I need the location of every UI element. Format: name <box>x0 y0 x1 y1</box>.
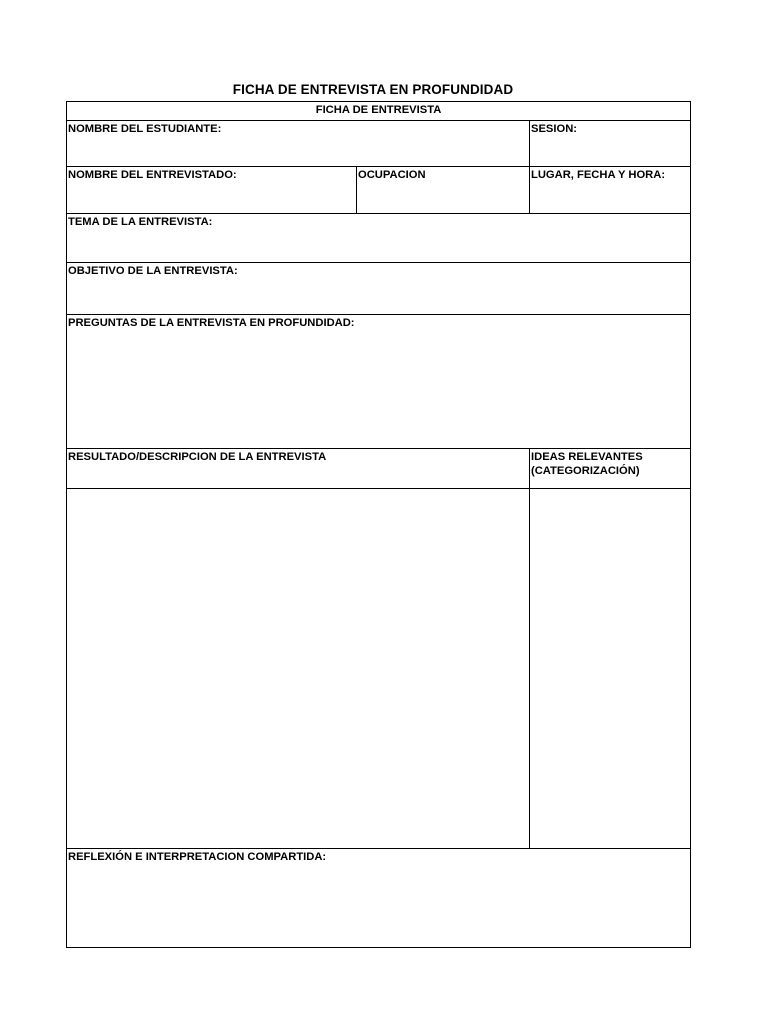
results-body-row <box>67 489 691 849</box>
result-description-area[interactable] <box>67 489 530 849</box>
reflection-row <box>67 849 691 948</box>
student-name-field[interactable]: NOMBRE DEL ESTUDIANTE: <box>67 121 530 167</box>
form-header-row <box>67 102 691 121</box>
document-title: FICHA DE ENTREVISTA EN PROFUNDIDAD <box>232 82 514 97</box>
occupation-field[interactable]: OCUPACION <box>357 167 530 214</box>
shared-reflection-field[interactable]: REFLEXIÓN E INTERPRETACION COMPARTIDA: <box>67 849 691 948</box>
interviewee-name-field[interactable]: NOMBRE DEL ENTREVISTADO: <box>67 167 357 214</box>
form-header: FICHA DE ENTREVISTA <box>67 102 691 121</box>
student-row <box>67 121 691 167</box>
topic-row <box>67 214 691 263</box>
questions-row <box>67 315 691 449</box>
interview-objective-field[interactable]: OBJETIVO DE LA ENTREVISTA: <box>67 263 691 315</box>
objective-row <box>67 263 691 315</box>
place-date-time-field[interactable]: LUGAR, FECHA Y HORA: <box>530 167 691 214</box>
relevant-ideas-area[interactable] <box>530 489 691 849</box>
session-field[interactable]: SESION: <box>530 121 691 167</box>
interviewee-row <box>67 167 691 214</box>
interview-topic-field[interactable]: TEMA DE LA ENTREVISTA: <box>67 214 691 263</box>
relevant-ideas-header <box>530 449 691 489</box>
interview-questions-field[interactable]: PREGUNTAS DE LA ENTREVISTA EN PROFUNDIDAD: <box>67 315 691 449</box>
results-header-row <box>67 449 691 489</box>
relevant-ideas-sublabel: (CATEGORIZACIÓN) <box>531 465 640 477</box>
result-description-header: RESULTADO/DESCRIPCION DE LA ENTREVISTA <box>67 449 530 489</box>
interview-form <box>66 101 691 948</box>
relevant-ideas-label: IDEAS RELEVANTES <box>531 451 643 463</box>
